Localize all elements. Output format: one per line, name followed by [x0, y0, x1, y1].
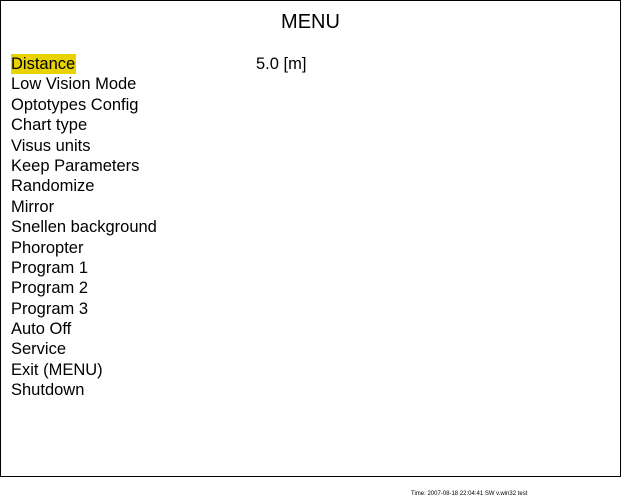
- menu-item-visus-units[interactable]: [11, 136, 158, 156]
- menu-item-label: Auto Off: [11, 320, 72, 339]
- menu-item-shutdown[interactable]: [11, 380, 158, 400]
- menu-item-keep-parameters[interactable]: [11, 156, 158, 176]
- menu-item-service[interactable]: [11, 339, 158, 359]
- status-bar-text: Time: 2007-08-18 22:04:41 SW v.win32 test: [411, 491, 528, 497]
- menu-item-label: Program 1: [11, 258, 89, 277]
- menu-item-label: Chart type: [11, 116, 88, 135]
- menu-item-low-vision-mode[interactable]: [11, 74, 158, 94]
- menu-item-program-3[interactable]: [11, 299, 158, 319]
- menu-item-label: Keep Parameters: [11, 156, 140, 175]
- distance-value: 5.0 [m]: [256, 55, 307, 73]
- menu-item-label: Phoropter: [11, 238, 84, 257]
- menu-item-snellen-background[interactable]: [11, 217, 158, 237]
- menu-item-label: Mirror: [11, 197, 55, 216]
- menu-item-label: Program 2: [11, 279, 89, 298]
- menu-item-program-1[interactable]: [11, 258, 158, 278]
- menu-title: MENU: [281, 11, 340, 33]
- menu-item-label: Low Vision Mode: [11, 75, 137, 94]
- menu-item-optotypes-config[interactable]: [11, 95, 158, 115]
- menu-item-label: Optotypes Config: [11, 95, 139, 114]
- menu-item-label: Distance: [11, 55, 76, 73]
- menu-item-label: Randomize: [11, 177, 95, 196]
- menu-item-mirror[interactable]: [11, 197, 158, 217]
- menu-item-program-2[interactable]: [11, 278, 158, 298]
- menu-item-label: Snellen background: [11, 218, 157, 237]
- menu-item-exit[interactable]: [11, 360, 158, 380]
- menu-item-label: Service: [11, 340, 67, 359]
- menu-item-auto-off[interactable]: [11, 319, 158, 339]
- menu-item-randomize[interactable]: [11, 176, 158, 196]
- menu-list: [11, 54, 158, 401]
- menu-item-chart-type[interactable]: [11, 115, 158, 135]
- menu-item-distance[interactable]: [11, 54, 158, 74]
- menu-item-label: Shutdown: [11, 381, 85, 400]
- menu-item-label: Exit (MENU): [11, 360, 103, 379]
- menu-item-label: Program 3: [11, 299, 89, 318]
- menu-item-phoropter[interactable]: [11, 238, 158, 258]
- menu-item-label: Visus units: [11, 136, 91, 155]
